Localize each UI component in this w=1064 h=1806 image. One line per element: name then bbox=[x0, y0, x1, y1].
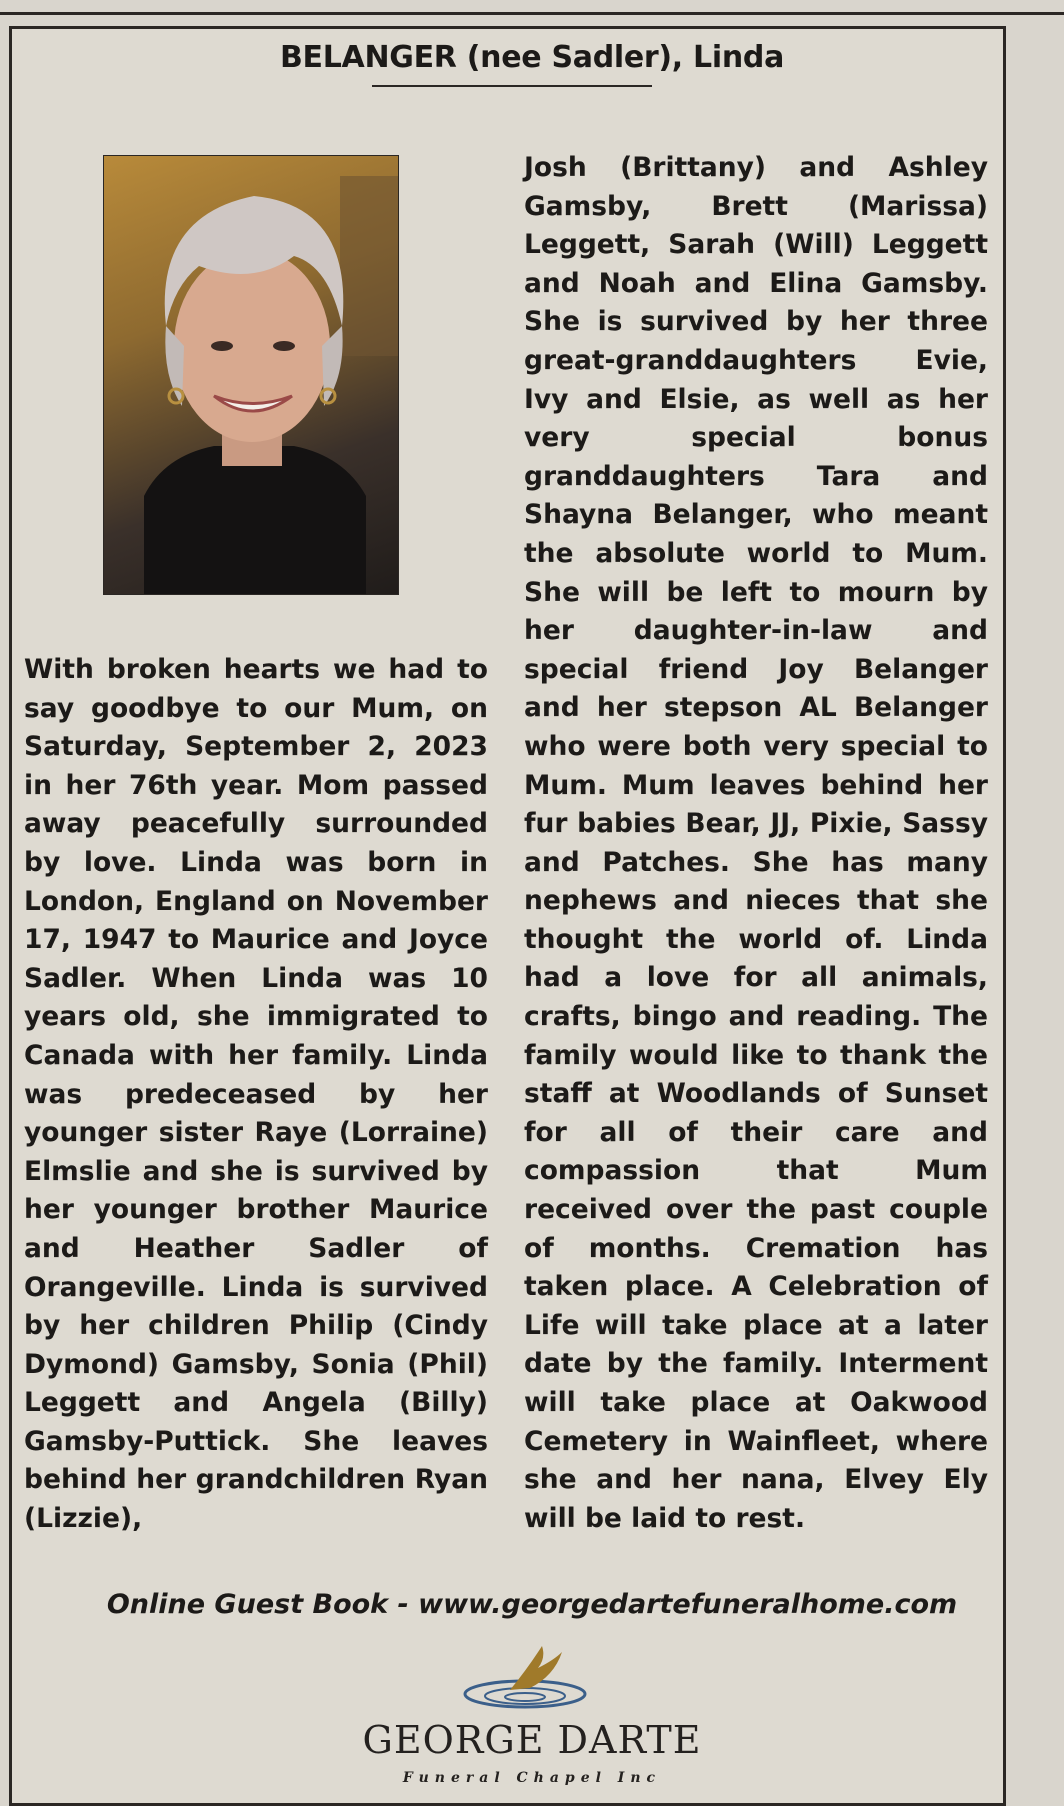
funeral-home-logo-icon bbox=[450, 1638, 600, 1718]
portrait-photo bbox=[103, 155, 399, 595]
obituary-title: BELANGER (nee Sadler), Linda bbox=[279, 40, 785, 75]
online-guest-book-link[interactable]: Online Guest Book - www.georgedartefuneralhome.com bbox=[106, 1589, 958, 1620]
funeral-home-name: GEORGE DARTE bbox=[362, 1718, 702, 1762]
obituary-text-right-column: Josh (Brittany) and Ashley Gamsby, Brett (Marissa) Leggett, Sarah (Will) Leggett and Noah and Elina Gamsby. She is survived by her three great-granddaughters Evie, Ivy and Elsie, as well as her very special bonus granddaughters Tara and Shayna Belanger, who meant the absolute world to Mum. She will be left to mourn by her daughter-in-law and special friend Joy Belanger and her stepson AL Belanger who were both very special to Mum. Mum leaves behind her fur babies Bear, JJ, Pixie, Sassy and Patches. She has many nephews and nieces that she thought the world of. Linda had a love for all animals, crafts, bingo and reading. The family would like to thank the staff at Woodlands of Sunset for all of their care and compassion that Mum received over the past couple of months. Cremation has taken place. A Celebration of Life will take place at a later date by the family. Interment will take place at Oakwood Cemetery in Wainfleet, where she and her nana, Elvey Ely will be laid to rest. bbox=[524, 152, 988, 1534]
title-underline bbox=[372, 85, 652, 87]
top-border bbox=[0, 0, 1064, 15]
portrait-illustration bbox=[104, 156, 398, 594]
funeral-home-tagline: Funeral Chapel Inc bbox=[402, 1770, 662, 1786]
obituary-text-left-column: With broken hearts we had to say goodbye to our Mum, on Saturday, September 2, 2023 in her 76th year. Mom passed away peacefully surrounded by love. Linda was born in London, England on November 17, 1947 to Maurice and Joyce Sadler. When Linda was 10 years old, she immigrated to Canada with her family. Linda was predeceased by her younger sister Raye (Lorraine) Elmslie and she is survived by her younger brother Maurice and Heather Sadler of Orangeville. Linda is survived by her children Philip (Cindy Dymond) Gamsby, Sonia (Phil) Leggett and Angela (Billy) Gamsby-Puttick. She leaves behind her grandchildren Ryan (Lizzie), bbox=[24, 654, 488, 1535]
